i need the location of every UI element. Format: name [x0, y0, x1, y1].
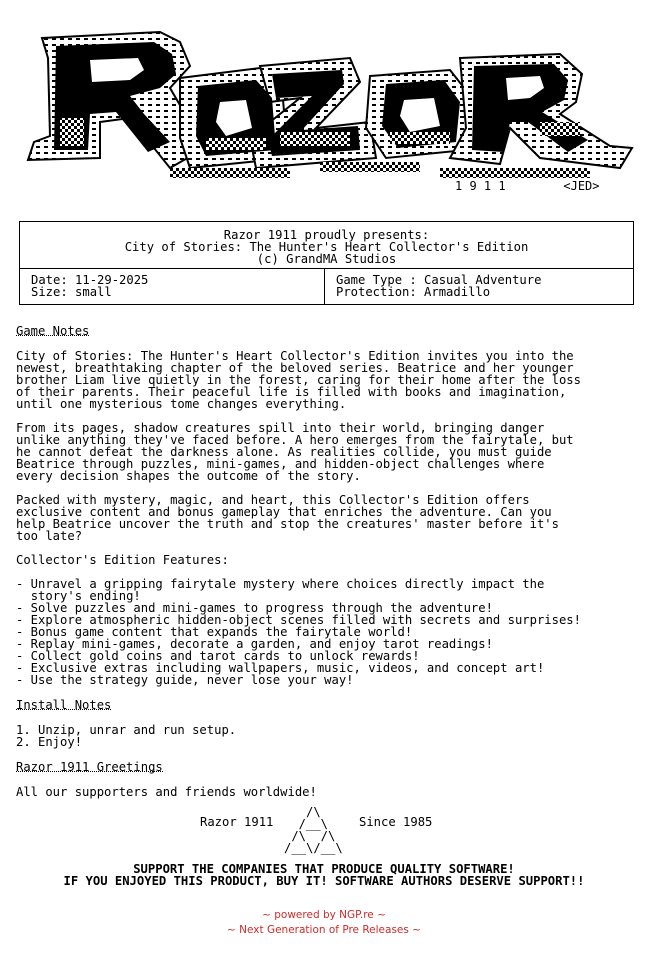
footer-tagline: ~ Next Generation of Pre Releases ~ [227, 924, 421, 936]
game-notes-heading: Game Notes [16, 324, 90, 338]
game-notes-paragraph-3: Packed with mystery, magic, and heart, this Collector's Edition offers exclusive content and bonus gameplay that enriches the adventure. Can you help Beatrice uncover the truth and stop the creatures' master before it's too late? [16, 493, 559, 543]
footer-powered-by: ~ powered by NGP.re ~ [262, 909, 386, 921]
game-type: Game Type : Casual Adventure [336, 273, 542, 287]
nfo-content [16, 324, 640, 798]
razor-logo [20, 18, 635, 190]
release-title-block [20, 222, 633, 269]
triforce-art: /\ /__\ /\ /\ /__\/__\ [284, 805, 343, 855]
release-details [20, 269, 633, 304]
greetings-text: All our supporters and friends worldwide! [16, 785, 317, 799]
group-name-label: Razor 1911 [200, 815, 274, 829]
support-line-1: SUPPORT THE COMPANIES THAT PRODUCE QUALITY SOFTWARE! [133, 862, 515, 876]
ripper-tag: <JED> [563, 179, 600, 193]
release-details-right [325, 269, 633, 304]
protection: Protection: Armadillo [336, 285, 491, 299]
game-notes-paragraph-2: From its pages, shadow creatures spill into their world, bringing danger unlike anything they've faced before. A hero emerges from the fairytale, but he cannot defeat the darkness alone. As realities collide, you must guide Beatrice through puzzles, mini-games, and hidden-object challenges where every decision shapes the outcome of the story. [16, 421, 574, 483]
support-message [0, 863, 648, 887]
group-number: 1 9 1 1 [455, 179, 506, 193]
install-steps: 1. Unzip, unrar and run setup. 2. Enjoy! [16, 723, 237, 749]
release-tag [455, 179, 600, 193]
features-list: - Unravel a gripping fairytale mystery where choices directly impact the story's ending! - Solve puzzles and mini-games to progress through the adventure! - Explore atmospheric hidden-object scenes filled with secrets and surprises! - Bonus game content that expands the fairytale world! - Replay mini-games, decorate a garden, and enjoy tarot readings! - Collect gold coins and tarot cards to unlock rewards! - Exclusive extras including wallpapers, music, videos, and concept art! - Use the strategy guide, never lose your way! [16, 577, 581, 687]
release-details-left [20, 269, 325, 304]
features-title: Collector's Edition Features: [16, 553, 229, 567]
release-info-box [19, 221, 634, 305]
greetings-heading: Razor 1911 Greetings [16, 760, 163, 774]
release-size: Size: small [31, 285, 112, 299]
copyright-line: (c) GrandMA Studios [256, 252, 397, 266]
release-date: Date: 11-29-2025 [31, 273, 149, 287]
presents-line: Razor 1911 proudly presents: [223, 228, 430, 242]
install-notes-heading: Install Notes [16, 698, 112, 712]
since-label: Since 1985 [359, 815, 433, 829]
game-notes-paragraph-1: City of Stories: The Hunter's Heart Collector's Edition invites you into the newest, breathtaking chapter of the beloved series. Beatrice and her younger brother Liam live quietly in the forest, caring for their home after the loss of their parents. Their peaceful life is filled with books and imagination, until one mysterious tome changes everything. [16, 349, 581, 411]
footer [0, 908, 648, 938]
support-line-2: IF YOU ENJOYED THIS PRODUCT, BUY IT! SOFTWARE AUTHORS DESERVE SUPPORT!! [63, 874, 585, 888]
game-title: City of Stories: The Hunter's Heart Collector's Edition [124, 240, 529, 254]
